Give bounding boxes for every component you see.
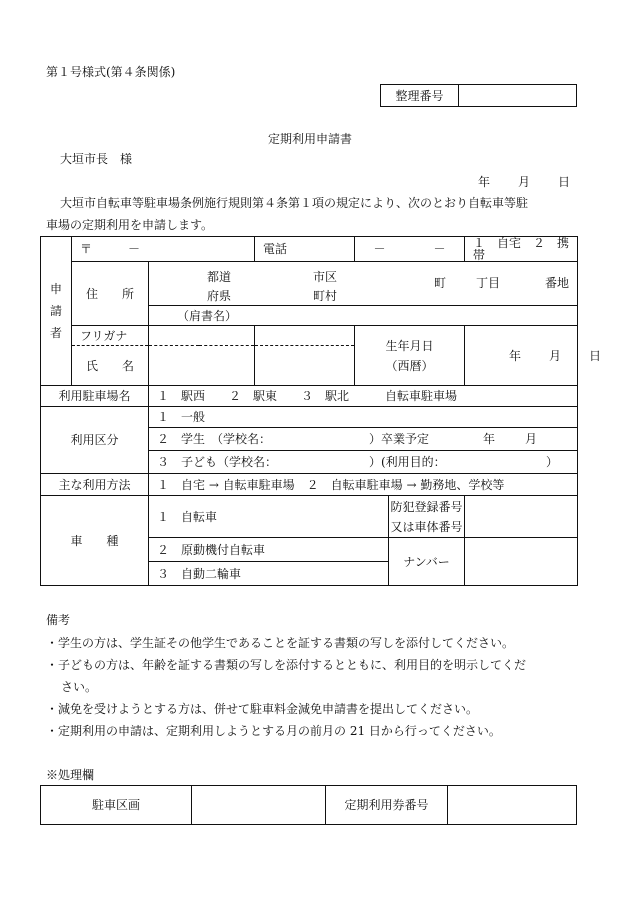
postal-code-field[interactable]: 〒 －: [72, 237, 255, 262]
processing-table: [40, 785, 577, 825]
date-year: 年: [478, 175, 491, 189]
note-3: ・減免を受けようとする方は、併せて駐車料金減免申請書を提出してください。: [46, 702, 479, 716]
name-field-2[interactable]: [255, 346, 355, 386]
note-2b: さい。: [61, 680, 98, 694]
intro-line-2: 車場の定期利用を申請します。: [46, 218, 214, 232]
parking-area-label: 駐車区画: [41, 786, 192, 825]
parking-label: 利用駐車場名: [41, 386, 149, 407]
furigana-field-2[interactable]: [255, 326, 355, 346]
furigana-field-1[interactable]: [149, 326, 255, 346]
usage-option-student[interactable]: [149, 428, 578, 451]
graduation-month-label: 月: [525, 432, 538, 446]
phone-field[interactable]: － －: [355, 237, 465, 262]
note-4: ・定期利用の申請は、定期利用しようとする月の前月の 21 日から行ってください。: [46, 724, 501, 738]
furigana-label: フリガナ: [72, 326, 149, 346]
phone-type-selector[interactable]: １ 自宅 ２ 携帯: [465, 237, 578, 262]
number-plate-label: ナンバー: [389, 538, 465, 586]
seiri-number-box: [380, 84, 577, 107]
vehicle-option-moped[interactable]: ２ 原動機付自転車: [149, 538, 389, 562]
usage-option-general[interactable]: １ 一般: [149, 407, 578, 428]
bouhan-field[interactable]: [465, 496, 578, 538]
parking-area-field[interactable]: [192, 786, 326, 825]
purpose-close-paren: ）: [546, 455, 559, 469]
number-plate-field[interactable]: [465, 538, 578, 586]
vehicle-option-bicycle[interactable]: １ 自転車: [149, 496, 389, 538]
date-month: 月: [518, 175, 531, 189]
phone-label: 電話: [255, 237, 355, 262]
birth-month-label: 月: [549, 348, 562, 363]
name-field-1[interactable]: [149, 346, 255, 386]
birth-date-field[interactable]: [465, 326, 602, 386]
intro-line-1: 大垣市自転車等駐車場条例施行規則第４条第１項の規定により、次のとおり自転車等駐: [60, 196, 529, 210]
address-field[interactable]: [149, 262, 578, 306]
note-2a: ・子どもの方は、年齢を証する書類の写しを添付するとともに、利用目的を明示してくだ: [46, 658, 527, 672]
graduation-year-label: 年: [483, 432, 496, 446]
seiri-value-field[interactable]: [459, 85, 577, 107]
shiku-label: 市区 町村: [313, 270, 338, 303]
date-day: 日: [558, 175, 571, 189]
method-options[interactable]: １ 自宅 → 自転車駐車場 ２ 自転車駐車場 → 勤務地、学校等: [149, 474, 578, 496]
banchi-label: 番地: [545, 276, 570, 290]
student-school-label: ２ 学生 （学校名：: [157, 432, 272, 446]
addressee: 大垣市長 様: [60, 152, 133, 166]
vehicle-label: 車 種: [41, 496, 149, 586]
address-label: 住 所: [72, 262, 149, 326]
applicant-side-label: 申 請 者: [41, 237, 72, 386]
note-1: ・学生の方は、学生証その他学生であることを証する書類の写しを添付してください。: [46, 636, 515, 650]
birth-day-label: 日: [589, 348, 602, 363]
birth-year-label: 年: [509, 348, 522, 363]
usage-option-child[interactable]: [149, 451, 578, 474]
document-title: 定期利用申請書: [268, 132, 353, 146]
vehicle-option-motorcycle[interactable]: ３ 自動二輪車: [149, 562, 389, 586]
purpose-label: ）(利用目的：: [369, 455, 446, 469]
ticket-number-field[interactable]: [448, 786, 577, 825]
application-table: [40, 236, 602, 586]
seiri-label: 整理番号: [381, 85, 459, 107]
cho-label: 町: [434, 276, 447, 290]
form-label: 第１号様式(第４条関係): [46, 65, 176, 79]
chome-label: 丁目: [476, 276, 501, 290]
graduation-label: ）卒業予定: [369, 432, 430, 446]
bouhan-label: 防犯登録番号 又は車体番号: [389, 496, 465, 538]
processing-title: ※処理欄: [46, 768, 95, 782]
todofuken-label: 都道 府県: [207, 270, 232, 303]
name-label: 氏 名: [72, 346, 149, 386]
notes-title: 備考: [46, 613, 71, 627]
method-label: 主な利用方法: [41, 474, 149, 496]
usage-label: 利用区分: [41, 407, 149, 474]
katagaki-field[interactable]: （肩書名）: [149, 306, 578, 326]
ticket-number-label: 定期利用券番号: [326, 786, 448, 825]
birth-date-label: 生年月日 （西暦）: [355, 326, 465, 386]
child-school-label: ３ 子ども（学校名：: [157, 455, 278, 469]
parking-options[interactable]: １ 駅西 ２ 駅東 ３ 駅北 自転車駐車場: [149, 386, 578, 407]
